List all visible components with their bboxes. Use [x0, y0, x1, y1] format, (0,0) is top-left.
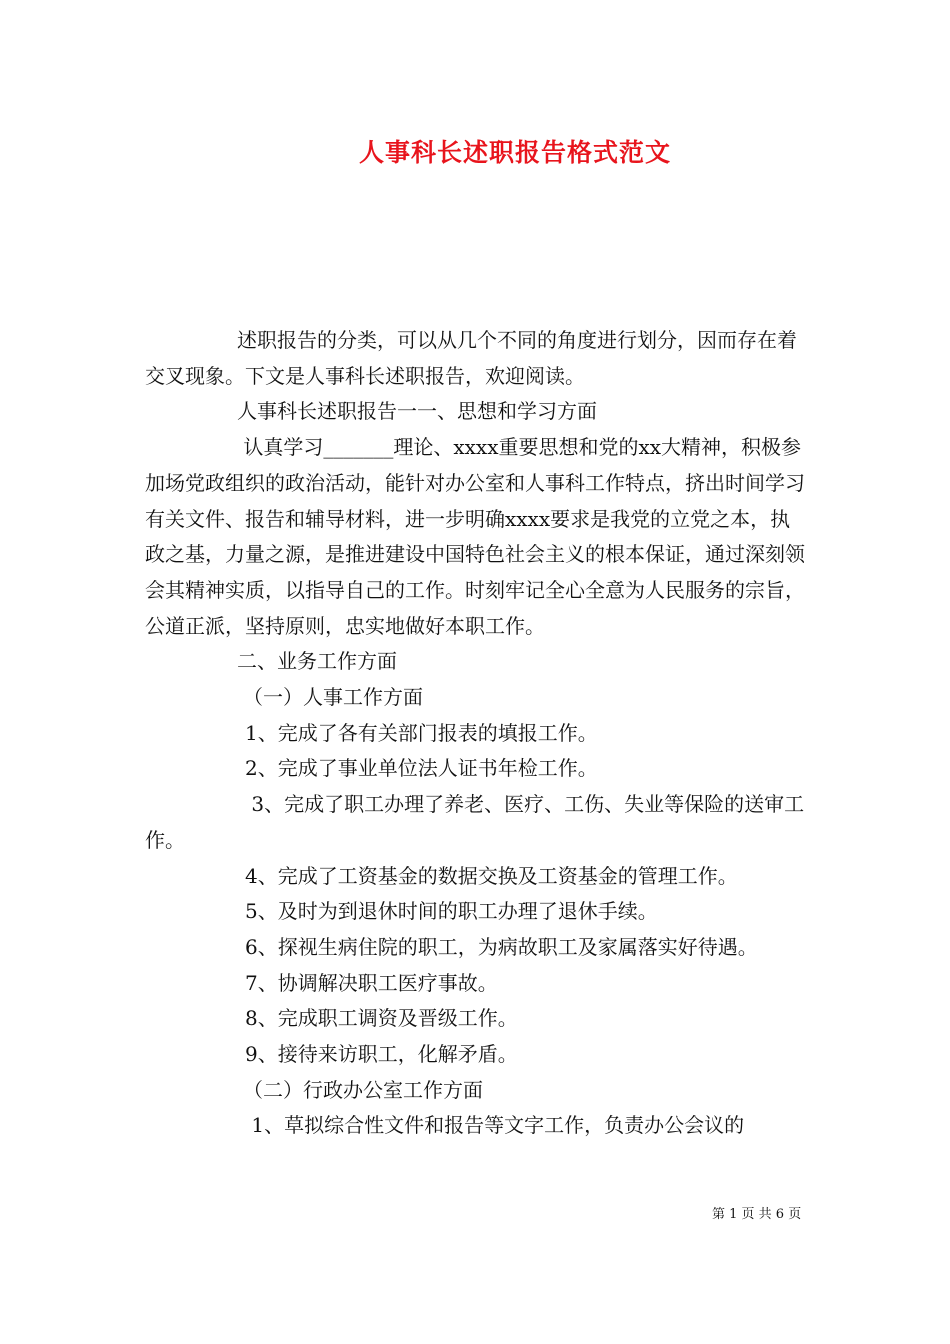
list-item: 1、草拟综合性文件和报告等文字工作，负责办公会议的: [245, 1113, 745, 1138]
document-body: [145, 323, 810, 1144]
list-item: 1、完成了各有关部门报表的填报工作。: [245, 720, 598, 745]
paragraph-section-1-heading: 人事科长述职报告一一、思想和学习方面: [237, 399, 597, 424]
paragraph-intro: 述职报告的分类，可以从几个不同的角度进行划分，因而存在着交叉现象。下文是人事科长述职报告，欢迎阅读。: [145, 328, 797, 388]
paragraph-subsection-2-heading: （二）行政办公室工作方面: [243, 1077, 483, 1102]
document-title: 人事科长述职报告格式范文: [358, 138, 671, 167]
paragraph-study: 认真学习_______理论、xxxx重要思想和党的xx大精神，积极参加场党政组织的政治活动，能针对办公室和人事科工作特点，挤出时间学习有关文件、报告和辅导材料，进一步明确xxxx要求是我党的立党之本，执政之基，力量之源，是推进建设中国特色社会主义的根本保证，通过深刻领会其精神实质，以指导自己的工作。时刻牢记全心全意为人民服务的宗旨，公道正派，坚持原则，忠实地做好本职工作。: [145, 435, 805, 638]
list-item: 6、探视生病住院的职工，为病故职工及家属落实好待遇。: [245, 934, 758, 959]
paragraph-subsection-1-heading: （一）人事工作方面: [243, 685, 423, 710]
list-item: 4、完成了工资基金的数据交换及工资基金的管理工作。: [245, 863, 738, 888]
list-item: 8、完成职工调资及晋级工作。: [245, 1006, 518, 1031]
list-item: 9、接待来访职工，化解矛盾。: [245, 1042, 518, 1067]
paragraph-section-2-heading: 二、业务工作方面: [237, 649, 397, 674]
list-item: 5、及时为到退休时间的职工办理了退休手续。: [245, 899, 658, 924]
list-item: 3、完成了职工办理了养老、医疗、工伤、失业等保险的送审工作。: [145, 792, 805, 852]
page-number: 第 1 页 共 6 页: [712, 1207, 802, 1222]
list-item: 2、完成了事业单位法人证书年检工作。: [245, 756, 598, 781]
list-item: 7、协调解决职工医疗事故。: [245, 970, 498, 995]
